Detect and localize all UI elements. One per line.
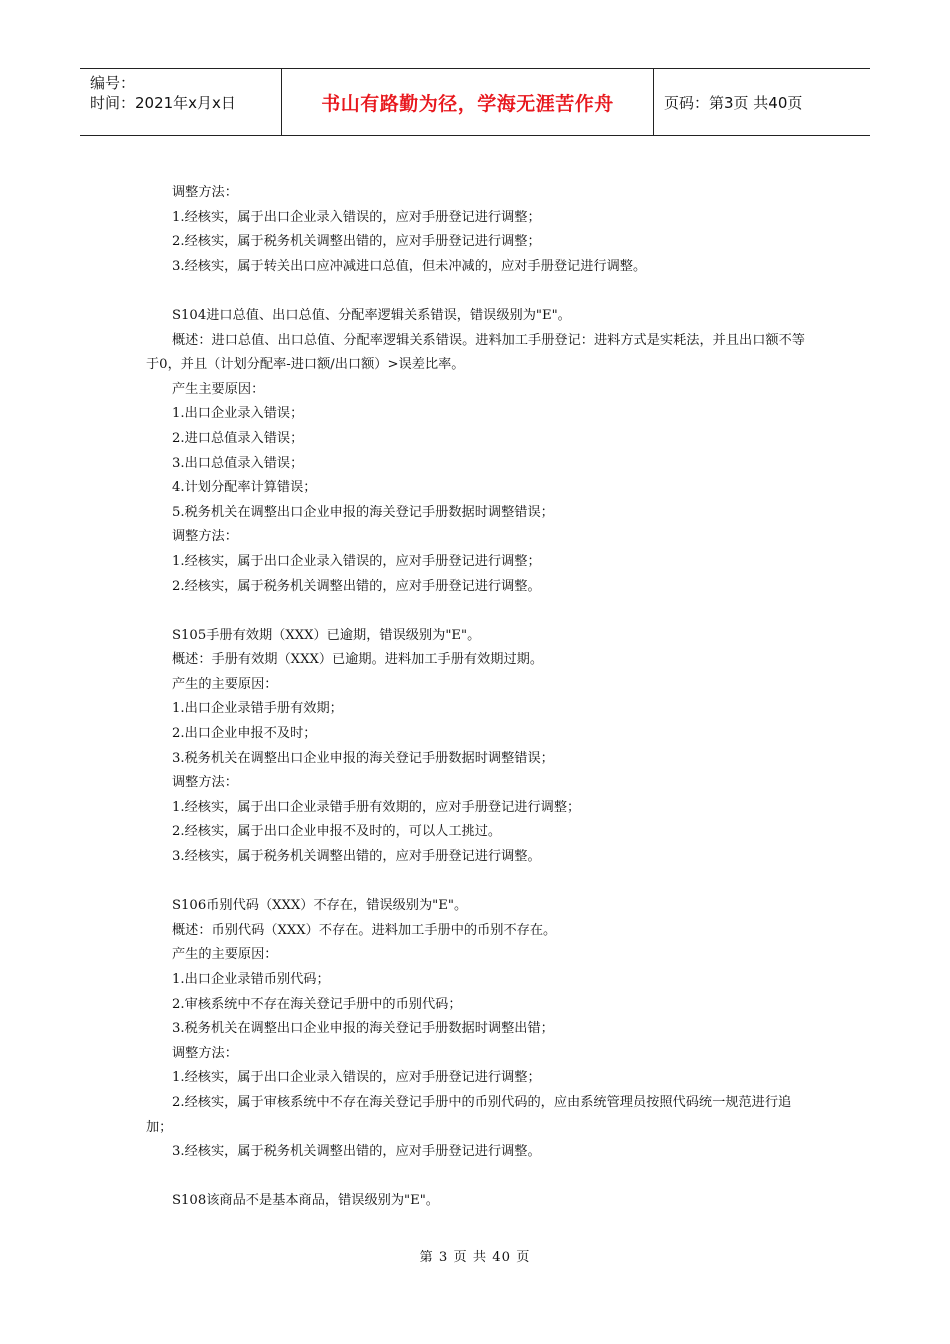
paragraph: 2.经核实，属于税务机关调整出错的，应对手册登记进行调整。 xyxy=(172,578,541,594)
paragraph: 调整方法： xyxy=(172,775,238,791)
paragraph: 调整方法： xyxy=(172,1045,238,1061)
section-heading-s105: S105手册有效期（XXX）已逾期，错误级别为"E"。 xyxy=(172,627,481,643)
paragraph: 1.出口企业录错手册有效期； xyxy=(172,701,343,717)
paragraph: 3.经核实，属于转关出口应冲减进口总值，但未冲减的，应对手册登记进行调整。 xyxy=(172,258,647,274)
paragraph: 调整方法： xyxy=(172,529,238,545)
paragraph-gap xyxy=(146,599,810,624)
header-motto: 书山有路勤为径，学海无涯苦作舟 xyxy=(321,92,614,115)
paragraph: 2.经核实，属于出口企业申报不及时的，可以人工挑过。 xyxy=(172,824,502,840)
paragraph-gap xyxy=(146,1165,810,1190)
paragraph: 2.审核系统中不存在海关登记手册中的币别代码； xyxy=(172,996,462,1012)
paragraph: 3.出口总值录入错误； xyxy=(172,455,304,471)
paragraph: 产生主要原因： xyxy=(172,381,265,397)
paragraph: 4.计划分配率计算错误； xyxy=(172,480,317,496)
paragraph: 3.税务机关在调整出口企业申报的海关登记手册数据时调整出错； xyxy=(172,1021,554,1037)
paragraph: 2.经核实，属于税务机关调整出错的，应对手册登记进行调整； xyxy=(172,234,541,250)
paragraph: 1.出口企业录错币别代码； xyxy=(172,972,330,987)
paragraph: 3.税务机关在调整出口企业申报的海关登记手册数据时调整错误； xyxy=(172,750,554,766)
paragraph: 3.经核实，属于税务机关调整出错的，应对手册登记进行调整。 xyxy=(172,849,541,865)
page-footer: 第 3 页 共 40 页 xyxy=(419,1250,531,1265)
paragraph: 2.出口企业申报不及时； xyxy=(172,726,317,742)
paragraph: 5.税务机关在调整出口企业申报的海关登记手册数据时调整错误； xyxy=(172,504,554,520)
paragraph-gap xyxy=(146,279,810,304)
document-number-label: 编号： xyxy=(90,74,136,92)
paragraph: 1.经核实，属于出口企业录入错误的，应对手册登记进行调整； xyxy=(172,209,541,225)
paragraph: 1.经核实，属于出口企业录入错误的，应对手册登记进行调整； xyxy=(172,1070,541,1086)
section-heading-s106: S106币别代码（XXX）不存在，错误级别为"E"。 xyxy=(172,898,468,914)
document-body xyxy=(146,181,810,1214)
paragraph: 3.经核实，属于税务机关调整出错的，应对手册登记进行调整。 xyxy=(172,1144,541,1160)
section-heading-s104: S104进口总值、出口总值、分配率逻辑关系错误，错误级别为"E"。 xyxy=(172,307,571,323)
page-header xyxy=(80,68,870,136)
paragraph: 概述：币别代码（XXX）不存在。进料加工手册中的币别不存在。 xyxy=(172,922,557,938)
paragraph: 1.经核实，属于出口企业录错手册有效期的，应对手册登记进行调整； xyxy=(172,799,581,815)
paragraph: 产生的主要原因： xyxy=(172,676,278,692)
header-motto-cell xyxy=(282,69,654,135)
paragraph: 2.经核实，属于审核系统中不存在海关登记手册中的币别代码的，应由系统管理员按照代码统一规范进行追加； xyxy=(146,1094,792,1135)
paragraph: 2.进口总值录入错误； xyxy=(172,430,304,446)
header-page-info-cell xyxy=(654,69,870,135)
paragraph: 概述：进口总值、出口总值、分配率逻辑关系错误。进料加工手册登记：进料方式是实耗法，并且出口额不等于0，并且（计划分配率-进口额/出口额）>误差比率。 xyxy=(146,332,805,373)
paragraph-gap xyxy=(146,870,810,895)
document-date: 时间：2021年x月x日 xyxy=(90,94,236,112)
paragraph: 1.出口企业录入错误； xyxy=(172,406,304,422)
paragraph: 产生的主要原因： xyxy=(172,947,278,963)
header-page-info: 页码：第3页 共40页 xyxy=(664,93,803,112)
paragraph: 1.经核实，属于出口企业录入错误的，应对手册登记进行调整； xyxy=(172,553,541,569)
section-heading-s108: S108该商品不是基本商品，错误级别为"E"。 xyxy=(172,1193,439,1209)
paragraph: 概述：手册有效期（XXX）已逾期。进料加工手册有效期过期。 xyxy=(172,652,544,668)
paragraph: 调整方法： xyxy=(172,185,238,200)
header-meta xyxy=(80,69,282,135)
